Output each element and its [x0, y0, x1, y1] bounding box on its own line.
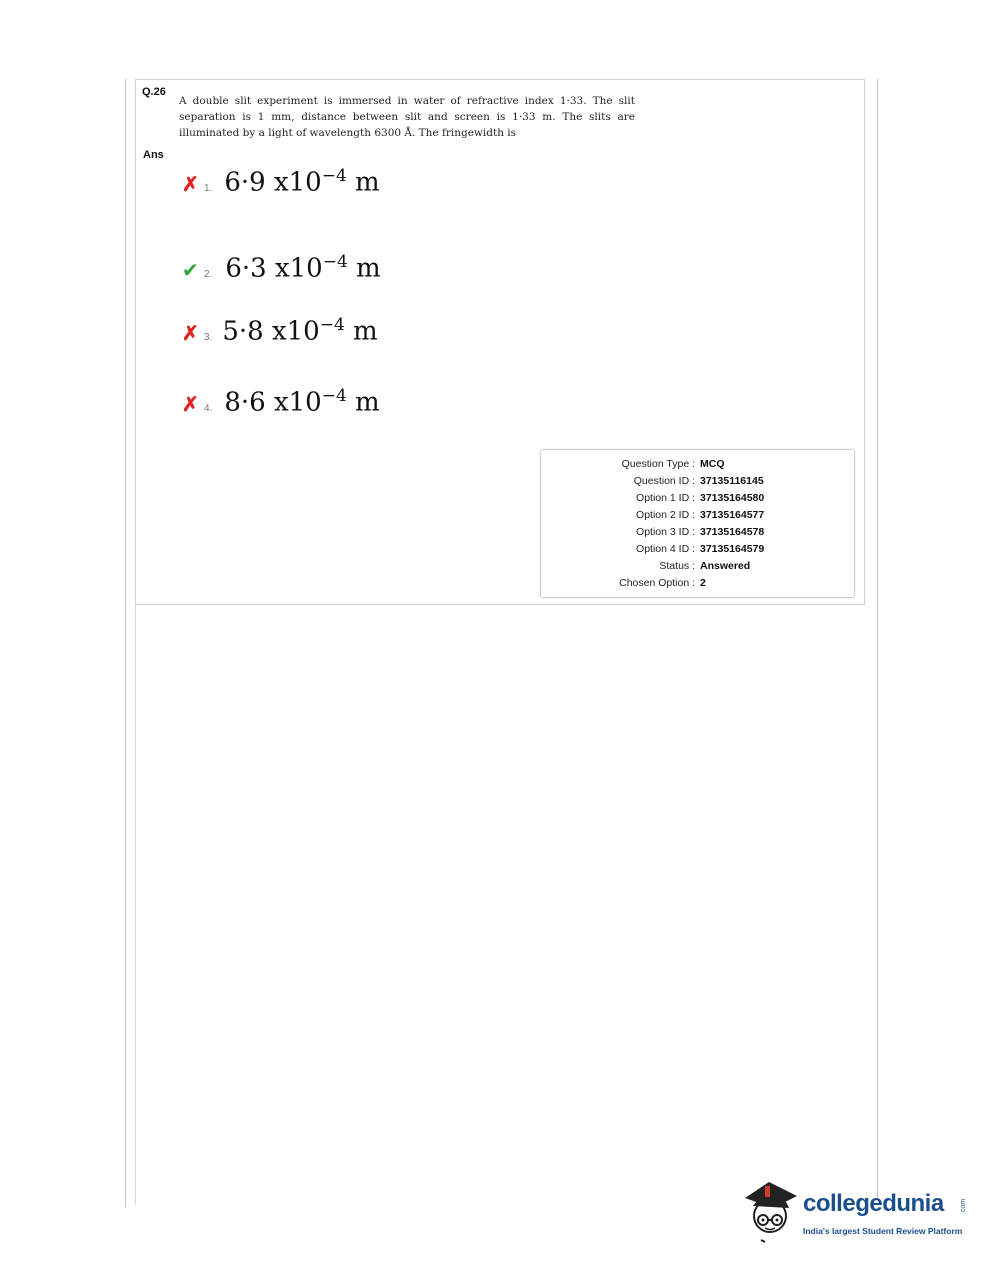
logo-dotcom: .com [960, 1198, 968, 1215]
right-page-border [877, 79, 878, 1199]
option-value: 5·8 $x10^{-4}$ m [222, 315, 378, 347]
option-2 [182, 252, 381, 284]
wrong-cross-icon: ✗ [182, 173, 199, 196]
question-text: A double slit experiment is immersed in water of refractive index 1·33. The slit separation is 1 mm, distance between slit and screen is 1·33 m. The slits are illuminated by a light of wavelength 6300 Å. The fringewidth is [179, 95, 635, 139]
answer-label: Ans [143, 149, 164, 161]
option-3 [182, 315, 378, 347]
logo-wordmark: collegedunia [803, 1190, 944, 1217]
option-value: 6·9 $x10^{-4}$ m [224, 166, 380, 198]
option-4 [182, 386, 380, 418]
left-page-border [125, 79, 126, 1207]
question-info-box [540, 449, 855, 598]
wrong-cross-icon: ✗ [182, 322, 199, 345]
correct-check-icon: ✔ [182, 259, 199, 282]
option-value: 8·6 $x10^{-4}$ m [224, 386, 380, 418]
logo-tagline: India's largest Student Review Platform [803, 1226, 963, 1236]
option-1 [182, 166, 380, 198]
question-number: Q.26 [142, 86, 166, 98]
option-number: 4. [204, 402, 213, 414]
option-number: 3. [204, 331, 213, 343]
wrong-cross-icon: ✗ [182, 393, 199, 416]
option-number: 1. [204, 182, 213, 194]
option-number: 2. [204, 268, 213, 280]
inner-left-border [135, 605, 136, 1205]
option-value: 6·3 $x10^{-4}$ m [225, 252, 381, 284]
